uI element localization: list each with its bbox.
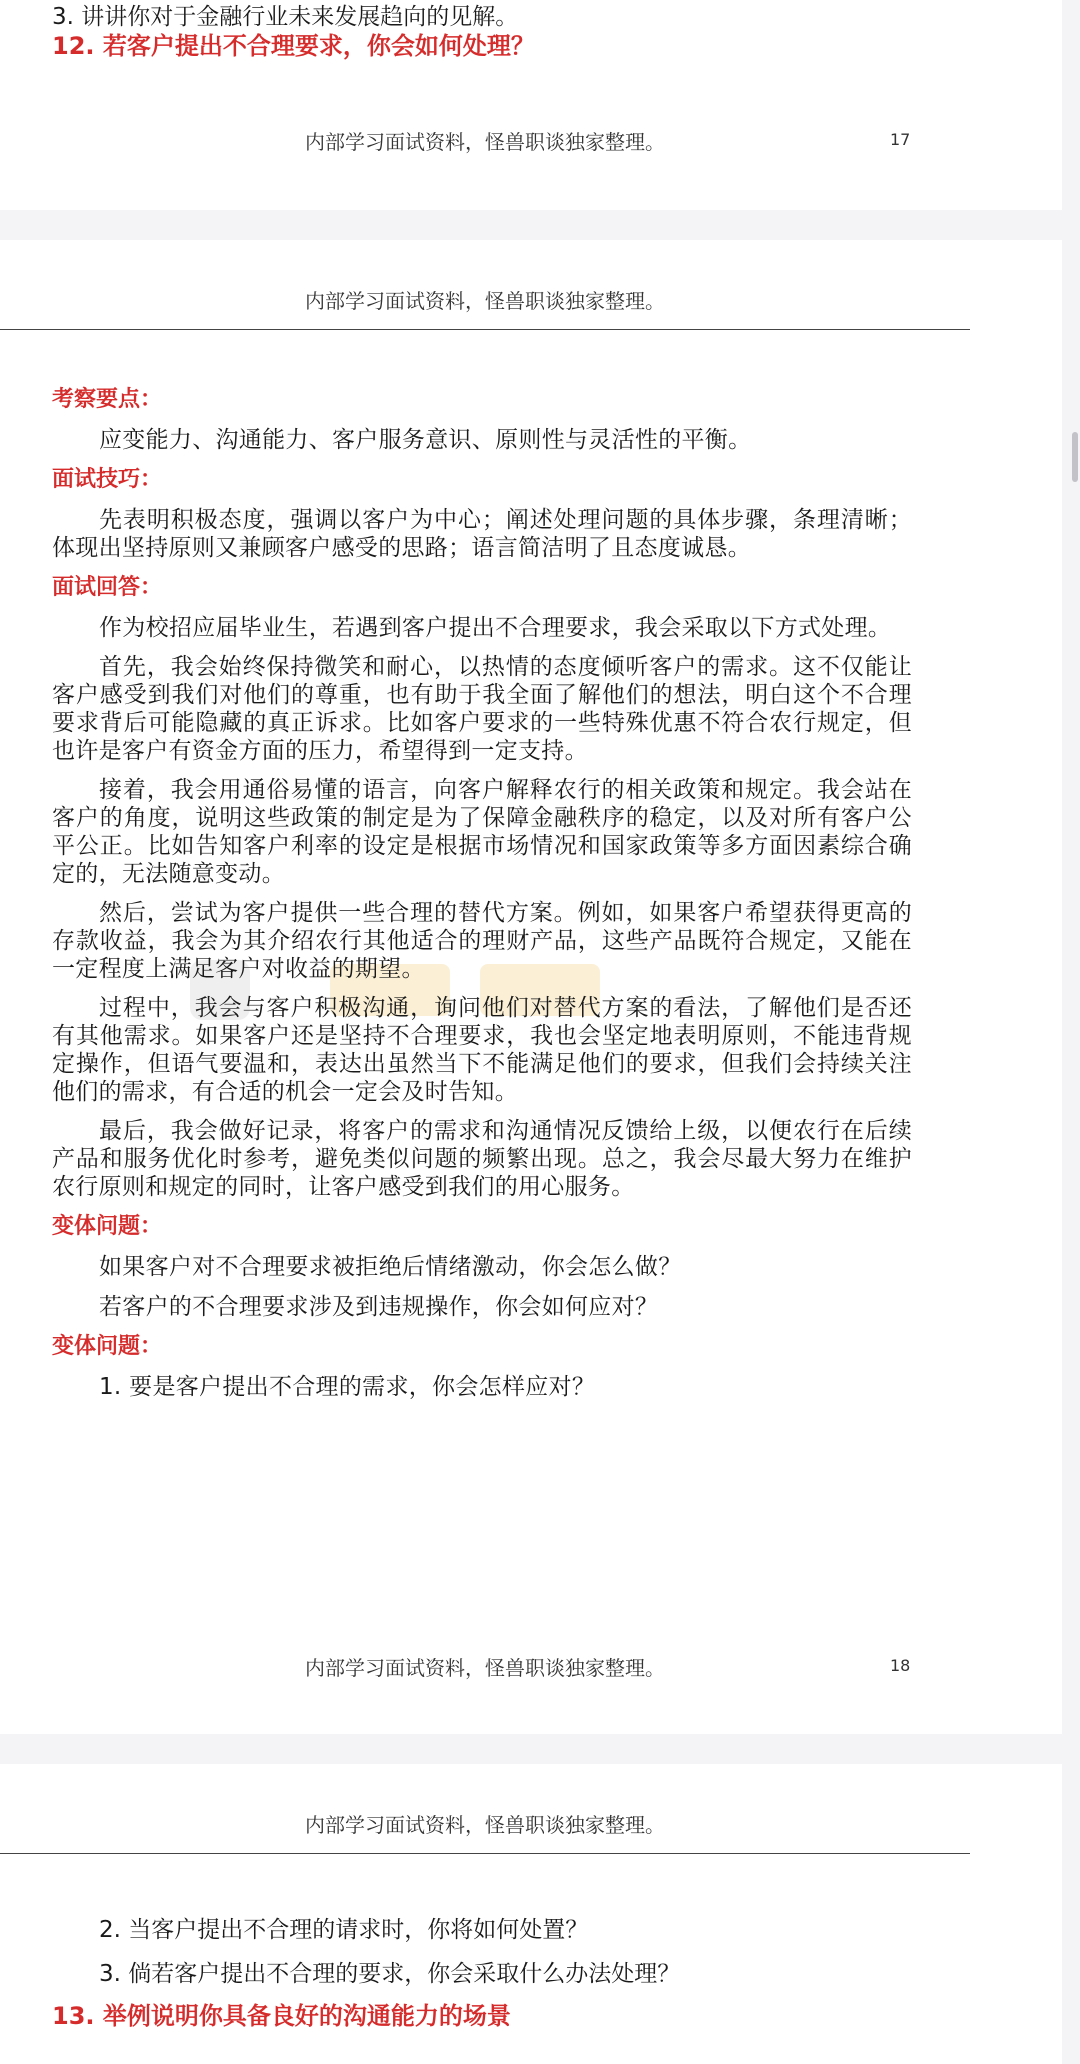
tips-text: 先表明积极态度，强调以客户为中心；阐述处理问题的具体步骤，条理清晰；体现出坚持原则又兼顾客户感受的思路；语言简洁明了且态度诚恳。 — [52, 507, 912, 561]
scrollbar-thumb[interactable] — [1072, 432, 1078, 482]
page-footer: 内部学习面试资料，怪兽职谈独家整理。 — [305, 130, 665, 154]
section-title-answer: 面试回答： — [52, 575, 163, 600]
page-header: 内部学习面试资料，怪兽职谈独家整理。 — [305, 1813, 665, 1837]
page-17 — [0, 0, 1062, 210]
answer-paragraph: 接着，我会用通俗易懂的语言，向客户解释农行的相关政策和规定。我会站在客户的角度，说明这些政策的制定是为了保障金融秩序的稳定，以及对所有客户公平公正。比如告知客户利率的设定是根据市场情况和国家政策等多方面因素综合确定的，无法随意变动。 — [52, 777, 912, 887]
page-number: 17 — [890, 130, 911, 149]
variant-question: 如果客户对不合理要求被拒绝后情绪激动，你会怎么做？ — [99, 1254, 682, 1280]
header-divider — [0, 329, 970, 330]
question-body — [52, 386, 912, 1401]
section-title-variants-2: 变体问题： — [52, 1334, 163, 1359]
variant-question: 若客户的不合理要求涉及到违规操作，你会如何应对？ — [99, 1294, 659, 1320]
answer-paragraph: 最后，我会做好记录，将客户的需求和沟通情况反馈给上级，以便农行在后续产品和服务优化时参考，避免类似问题的频繁出现。总之，我会尽最大努力在维护农行原则和规定的同时，让客户感受到我们的用心服务。 — [52, 1118, 912, 1200]
page-header: 内部学习面试资料，怪兽职谈独家整理。 — [305, 289, 665, 313]
variant-list-item: 2. 当客户提出不合理的请求时，你将如何处置？ — [99, 1917, 589, 1943]
answer-paragraph: 作为校招应届毕业生，若遇到客户提出不合理要求，我会采取以下方式处理。 — [99, 615, 892, 641]
answer-paragraph: 过程中，我会与客户积极沟通，询问他们对替代方案的看法，了解他们是否还有其他需求。如果客户还是坚持不合理要求，我也会坚定地表明原则，不能违背规定操作，但语气要温和，表达出虽然当下不能满足他们的要求，但我们会持续关注他们的需求，有合适的机会一定会及时告知。 — [52, 995, 912, 1105]
page-18 — [0, 240, 1062, 1734]
next-question-title: 13. 举例说明你具备良好的沟通能力的场景 — [52, 2002, 511, 2030]
question-title: 12. 若客户提出不合理要求，你会如何处理？ — [52, 32, 535, 60]
header-divider — [0, 1853, 970, 1854]
page-number: 18 — [890, 1656, 911, 1675]
section-title-tips: 面试技巧： — [52, 467, 163, 492]
section-title-points: 考察要点： — [52, 387, 163, 412]
variant-list-item: 1. 要是客户提出不合理的需求，你会怎样应对？ — [99, 1374, 596, 1400]
points-text: 应变能力、沟通能力、客户服务意识、原则性与灵活性的平衡。 — [99, 427, 752, 453]
answer-paragraph: 然后，尝试为客户提供一些合理的替代方案。例如，如果客户希望获得更高的存款收益，我会为其介绍农行其他适合的理财产品，这些产品既符合规定，又能在一定程度上满足客户对收益的期望。 — [52, 900, 912, 982]
cut-question-line: 3. 讲讲你对于金融行业未来发展趋向的见解。 — [52, 4, 519, 30]
answer-paragraph: 首先，我会始终保持微笑和耐心，以热情的态度倾听客户的需求。这不仅能让客户感受到我们对他们的尊重，也有助于我全面了解他们的想法，明白这个不合理要求背后可能隐藏的真正诉求。比如客户要求的一些特殊优惠不符合农行规定，但也许是客户有资金方面的压力，希望得到一定支持。 — [52, 654, 912, 764]
variant-list-item: 3. 倘若客户提出不合理的要求，你会采取什么办法处理？ — [99, 1961, 681, 1987]
page-19 — [0, 1764, 1062, 2064]
scrollbar-track[interactable] — [1062, 0, 1080, 2010]
page-footer: 内部学习面试资料，怪兽职谈独家整理。 — [305, 1656, 665, 1680]
section-title-variants: 变体问题： — [52, 1214, 163, 1239]
